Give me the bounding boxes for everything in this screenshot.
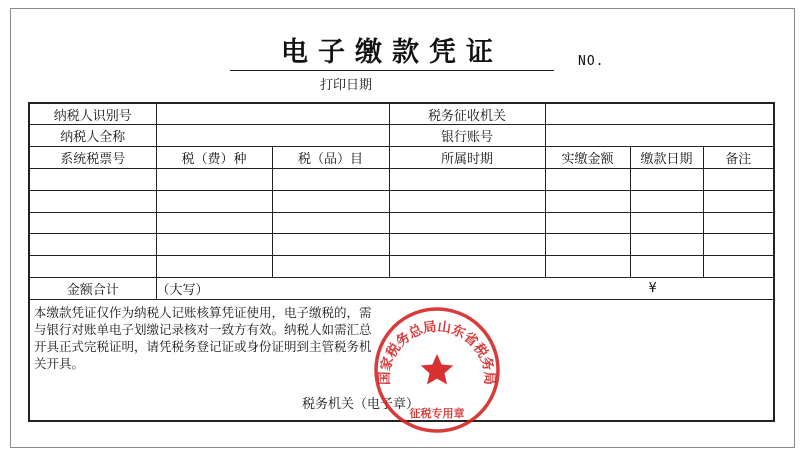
taxpayer-name-label: 纳税人全称	[29, 125, 156, 147]
notes-text: 本缴款凭证仅作为纳税人记账核算凭证使用，电子缴税的，需 与银行对账单电子划缴记录核对一致方有效。纳税人如需汇总 开具正式完税证明，请凭税务登记证或身份证明到主管税务机 关开具。	[34, 304, 372, 371]
column-header: 系统税票号	[29, 147, 156, 169]
taxpayer-id-value	[156, 103, 389, 125]
authority-label: 税务机关（电子章）	[302, 397, 420, 412]
tax-office-label: 税务征收机关	[389, 103, 545, 125]
column-header: 备注	[703, 147, 774, 169]
total-amount-cell	[156, 278, 774, 300]
currency-symbol: ¥	[648, 281, 657, 296]
taxpayer-id-row	[29, 103, 774, 125]
column-header: 税（品）目	[272, 147, 389, 169]
total-row	[29, 278, 774, 300]
uppercase-label: （大写）	[156, 282, 209, 298]
total-label: 金额合计	[29, 278, 156, 300]
taxpayer-name-row	[29, 125, 774, 147]
header-row	[29, 147, 774, 169]
taxpayer-name-value	[156, 125, 389, 147]
table-row	[29, 212, 774, 234]
document-title: 电子缴款凭证	[281, 37, 503, 68]
official-seal-stamp	[372, 305, 502, 435]
column-header: 税（费）种	[156, 147, 272, 169]
svg-text:征税专用章: 征税专用章	[409, 407, 465, 420]
column-header: 所属时期	[389, 147, 545, 169]
bank-account-value	[545, 125, 774, 147]
print-date-label: 打印日期	[320, 78, 373, 93]
table-row	[29, 234, 774, 256]
bank-account-label: 银行账号	[389, 125, 545, 147]
table-row	[29, 190, 774, 212]
column-header: 实缴金额	[545, 147, 630, 169]
svg-text:国家税务总局山东省税务局: 国家税务总局山东省税务局	[376, 318, 498, 386]
taxpayer-id-label: 纳税人识别号	[29, 103, 156, 125]
tax-office-value	[545, 103, 774, 125]
serial-number-label: NO.	[578, 54, 605, 69]
column-header: 缴款日期	[630, 147, 703, 169]
table-row	[29, 168, 774, 190]
title-underline	[230, 70, 554, 71]
table-row	[29, 256, 774, 278]
